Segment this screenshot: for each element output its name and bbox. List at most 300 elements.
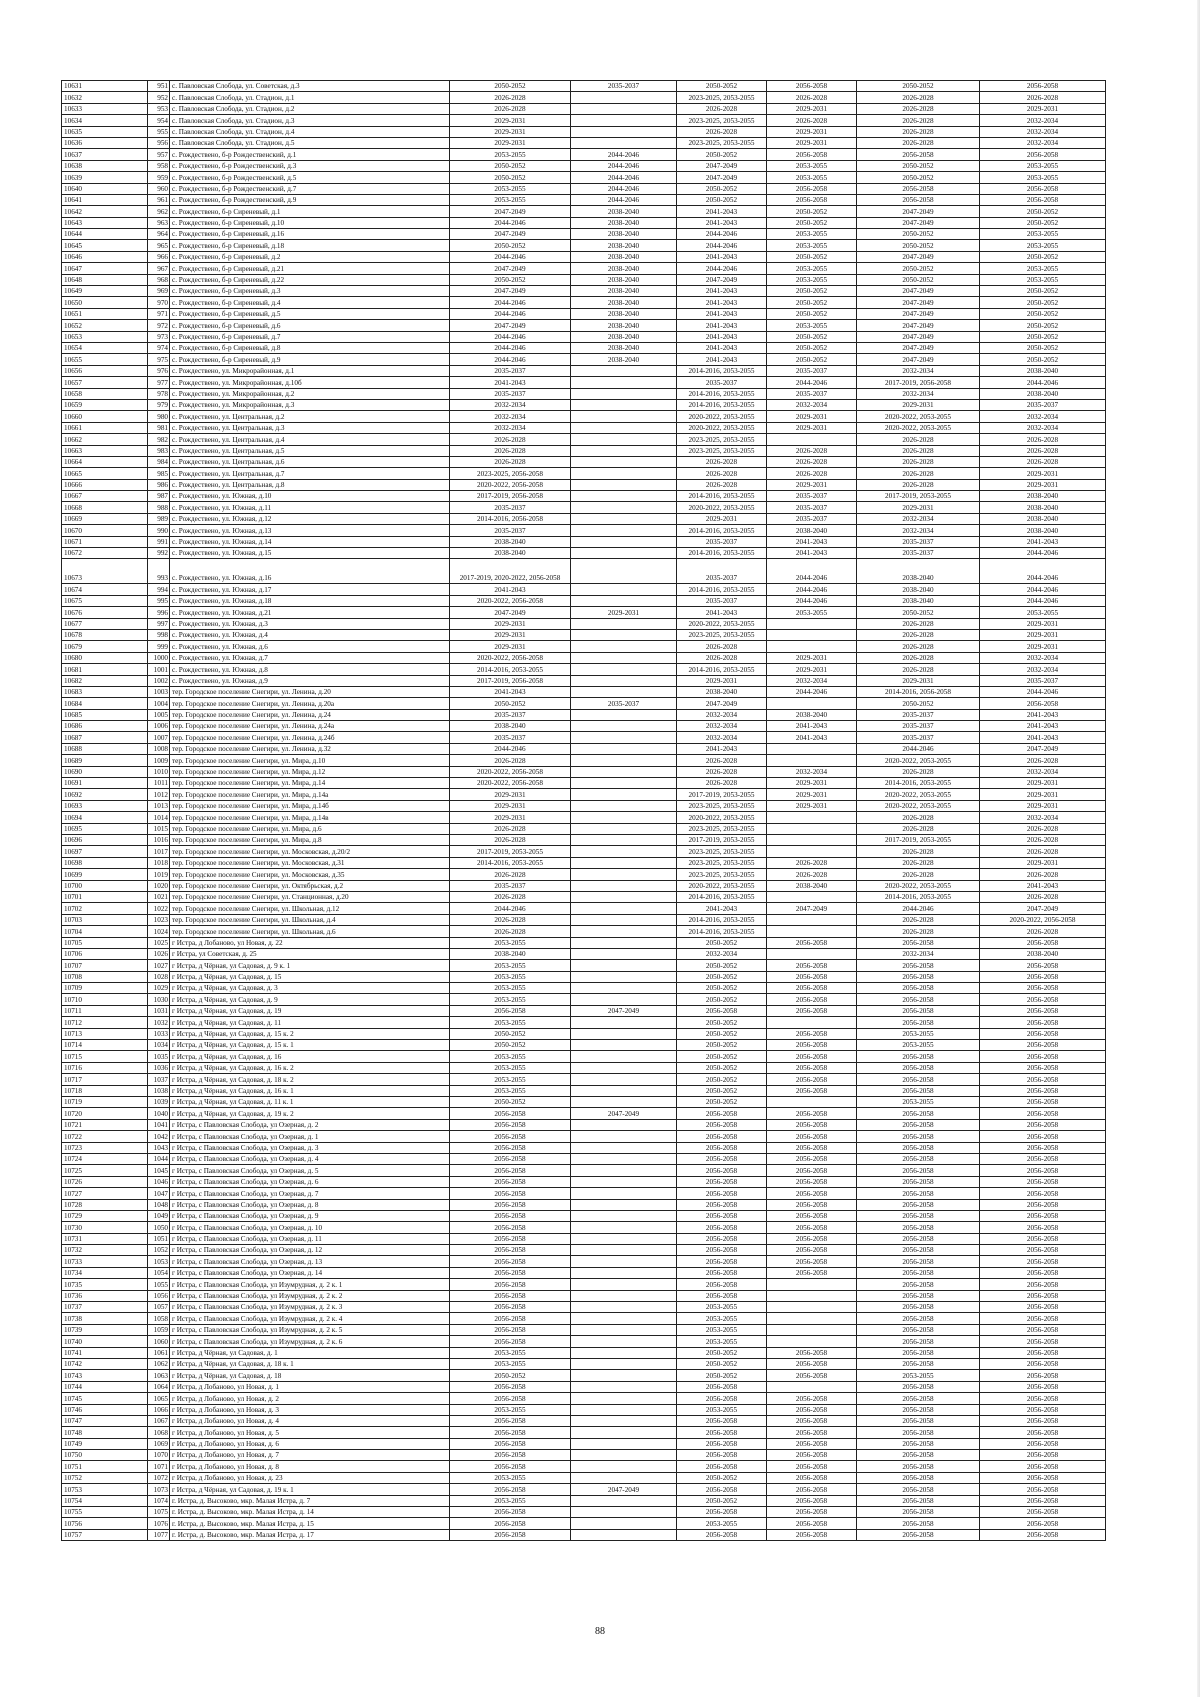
period-cell: 2023-2025, 2053-2055 [677, 434, 767, 445]
period-cell: 2047-2049 [571, 1005, 677, 1016]
period-cell: 2056-2058 [450, 1267, 571, 1278]
registry-number-cell: 10754 [62, 1495, 148, 1506]
row-index-cell: 1032 [148, 1017, 170, 1028]
table-row [62, 1085, 1106, 1096]
period-cell: 2041-2043 [767, 721, 857, 732]
period-cell: 2053-2055 [980, 240, 1106, 251]
period-cell: 2026-2028 [857, 869, 980, 880]
period-cell: 2032-2034 [450, 399, 571, 410]
registry-number-cell: 10645 [62, 240, 148, 251]
table-row [62, 1324, 1106, 1335]
registry-number-cell: 10667 [62, 491, 148, 502]
registry-number-cell: 10652 [62, 320, 148, 331]
table-row [62, 812, 1106, 823]
row-index-cell: 1074 [148, 1495, 170, 1506]
period-cell: 2056-2058 [857, 1427, 980, 1438]
period-cell: 2056-2058 [980, 960, 1106, 971]
registry-number-cell: 10654 [62, 342, 148, 353]
period-cell: 2038-2040 [450, 548, 571, 559]
period-cell: 2035-2037 [767, 491, 857, 502]
period-cell: 2026-2028 [980, 869, 1106, 880]
table-row [62, 456, 1106, 467]
period-cell: 2056-2058 [980, 1096, 1106, 1107]
table-row [62, 629, 1106, 640]
period-cell: 2026-2028 [677, 103, 767, 114]
period-cell: 2056-2058 [980, 971, 1106, 982]
period-cell: 2056-2058 [980, 1427, 1106, 1438]
row-index-cell: 1014 [148, 812, 170, 823]
period-cell: 2056-2058 [980, 1233, 1106, 1244]
period-cell [571, 377, 677, 388]
address-cell: г Истра, д Лобаново, ул Новая, д. 1 [170, 1381, 450, 1392]
period-cell: 2056-2058 [450, 1153, 571, 1164]
period-cell: 2047-2049 [857, 297, 980, 308]
period-cell: 2041-2043 [450, 686, 571, 697]
period-cell: 2026-2028 [857, 468, 980, 479]
period-cell: 2017-2019, 2053-2055 [677, 835, 767, 846]
table-row [62, 536, 1106, 547]
period-cell [571, 411, 677, 422]
table-row [62, 194, 1106, 205]
period-cell: 2056-2058 [857, 1119, 980, 1130]
row-index-cell: 1019 [148, 869, 170, 880]
period-cell: 2056-2058 [980, 937, 1106, 948]
registry-number-cell: 10678 [62, 629, 148, 640]
period-cell: 2056-2058 [767, 1153, 857, 1164]
table-row [62, 1233, 1106, 1244]
period-cell: 2029-2031 [767, 800, 857, 811]
address-cell: тер. Городское поселение Снегири, ул. Московская, д.35 [170, 869, 450, 880]
period-cell: 2047-2049 [450, 229, 571, 240]
period-cell: 2038-2040 [571, 342, 677, 353]
address-cell: г Истра, с Павловская Слобода, ул Озерная, д. 10 [170, 1222, 450, 1233]
period-cell: 2047-2049 [857, 286, 980, 297]
period-cell: 2053-2055 [450, 1358, 571, 1369]
address-cell: с. Рождествено, б-р Сиреневый, д.22 [170, 274, 450, 285]
period-cell: 2017-2019, 2056-2058 [450, 491, 571, 502]
table-row [62, 971, 1106, 982]
registry-number-cell: 10724 [62, 1153, 148, 1164]
period-cell: 2056-2058 [450, 1279, 571, 1290]
period-cell [571, 1040, 677, 1051]
period-cell: 2017-2019, 2053-2055 [450, 846, 571, 857]
period-cell [571, 1529, 677, 1540]
period-cell: 2032-2034 [980, 126, 1106, 137]
row-index-cell: 1013 [148, 800, 170, 811]
address-cell: г Истра, с Павловская Слобода, ул Озерная, д. 9 [170, 1210, 450, 1221]
period-cell: 2050-2052 [980, 217, 1106, 228]
address-cell: с. Рождествено, б-р Сиреневый, д.1 [170, 206, 450, 217]
registry-number-cell: 10733 [62, 1256, 148, 1267]
period-cell: 2056-2058 [980, 1381, 1106, 1392]
registry-number-cell: 10648 [62, 274, 148, 285]
row-index-cell: 1003 [148, 686, 170, 697]
registry-number-cell: 10632 [62, 92, 148, 103]
address-cell: г Истра, д Чёрная, ул Садовая, д. 15 [170, 971, 450, 982]
address-cell: г Истра, д Чёрная, ул Садовая, д. 15 к. 1 [170, 1040, 450, 1051]
period-cell: 2056-2058 [677, 1256, 767, 1267]
period-cell [767, 1096, 857, 1107]
period-cell: 2029-2031 [767, 411, 857, 422]
period-cell: 2056-2058 [767, 1358, 857, 1369]
period-cell: 2056-2058 [980, 1062, 1106, 1073]
table-row [62, 857, 1106, 868]
period-cell: 2056-2058 [677, 1210, 767, 1221]
period-cell: 2047-2049 [767, 903, 857, 914]
row-index-cell: 1042 [148, 1131, 170, 1142]
period-cell: 2044-2046 [767, 584, 857, 595]
period-cell: 2044-2046 [677, 229, 767, 240]
address-cell: с. Рождествено, ул. Южная, д.3 [170, 618, 450, 629]
period-cell: 2053-2055 [980, 263, 1106, 274]
period-cell: 2050-2052 [857, 240, 980, 251]
period-cell: 2056-2058 [677, 1176, 767, 1187]
period-cell: 2035-2037 [857, 732, 980, 743]
period-cell: 2032-2034 [857, 513, 980, 524]
period-cell: 2050-2052 [767, 354, 857, 365]
table-row [62, 1495, 1106, 1506]
period-cell: 2047-2049 [677, 274, 767, 285]
period-cell: 2038-2040 [571, 263, 677, 274]
period-cell: 2056-2058 [857, 971, 980, 982]
row-index-cell: 955 [148, 126, 170, 137]
period-cell [571, 1313, 677, 1324]
period-cell: 2029-2031 [980, 800, 1106, 811]
row-index-cell: 984 [148, 456, 170, 467]
address-cell: с. Рождествено, ул. Южная, д.21 [170, 607, 450, 618]
registry-number-cell: 10706 [62, 948, 148, 959]
row-index-cell: 1000 [148, 652, 170, 663]
table-row [62, 903, 1106, 914]
period-cell: 2056-2058 [857, 1336, 980, 1347]
registry-number-cell: 10640 [62, 183, 148, 194]
table-row [62, 377, 1106, 388]
table-row [62, 686, 1106, 697]
period-cell: 2035-2037 [767, 502, 857, 513]
period-cell: 2029-2031 [767, 778, 857, 789]
period-cell: 2056-2058 [677, 1165, 767, 1176]
address-cell: г Истра, д Чёрная, ул Садовая, д. 16 [170, 1051, 450, 1062]
period-cell: 2050-2052 [857, 274, 980, 285]
period-cell: 2056-2058 [677, 1188, 767, 1199]
period-cell [571, 812, 677, 823]
table-row [62, 1347, 1106, 1358]
period-cell: 2014-2016, 2053-2055 [677, 891, 767, 902]
table-row [62, 1484, 1106, 1495]
table-row [62, 286, 1106, 297]
period-cell: 2041-2043 [677, 308, 767, 319]
row-index-cell: 1054 [148, 1267, 170, 1278]
period-cell: 2014-2016, 2053-2055 [677, 914, 767, 925]
period-cell: 2032-2034 [677, 948, 767, 959]
period-cell [571, 686, 677, 697]
row-index-cell: 1037 [148, 1074, 170, 1085]
registry-number-cell: 10668 [62, 502, 148, 513]
period-cell: 2056-2058 [980, 1085, 1106, 1096]
row-index-cell: 1065 [148, 1393, 170, 1404]
period-cell: 2050-2052 [767, 217, 857, 228]
period-cell [571, 1074, 677, 1085]
period-cell: 2032-2034 [980, 812, 1106, 823]
period-cell: 2026-2028 [450, 92, 571, 103]
period-cell: 2038-2040 [980, 948, 1106, 959]
registry-number-cell: 10722 [62, 1131, 148, 1142]
period-cell: 2050-2052 [450, 1096, 571, 1107]
period-cell: 2026-2028 [980, 926, 1106, 937]
registry-number-cell: 10748 [62, 1427, 148, 1438]
address-cell: тер. Городское поселение Снегири, ул. Школьная, д.4 [170, 914, 450, 925]
period-cell: 2014-2016, 2053-2055 [677, 926, 767, 937]
period-cell: 2029-2031 [677, 513, 767, 524]
address-cell: тер. Городское поселение Снегири, ул. Мира, д.14б [170, 800, 450, 811]
registry-number-cell: 10636 [62, 137, 148, 148]
registry-number-cell: 10684 [62, 698, 148, 709]
period-cell: 2050-2052 [857, 160, 980, 171]
row-index-cell: 971 [148, 308, 170, 319]
period-cell: 2050-2052 [980, 354, 1106, 365]
period-cell: 2026-2028 [677, 479, 767, 490]
period-cell: 2038-2040 [571, 297, 677, 308]
period-cell: 2056-2058 [980, 1324, 1106, 1335]
period-cell: 2056-2058 [857, 149, 980, 160]
row-index-cell: 1007 [148, 732, 170, 743]
address-cell: с. Рождествено, ул. Микрорайонная, д.3 [170, 399, 450, 410]
row-index-cell: 957 [148, 149, 170, 160]
period-cell: 2050-2052 [677, 1062, 767, 1073]
period-cell: 2044-2046 [450, 903, 571, 914]
registry-number-cell: 10689 [62, 755, 148, 766]
period-cell: 2050-2052 [857, 698, 980, 709]
period-cell: 2038-2040 [571, 308, 677, 319]
period-cell: 2038-2040 [980, 388, 1106, 399]
table-row [62, 1415, 1106, 1426]
table-row [62, 1256, 1106, 1267]
period-cell: 2056-2058 [677, 1119, 767, 1130]
period-cell: 2050-2052 [677, 971, 767, 982]
address-cell: тер. Городское поселение Снегири, ул. Ленина, д.20 [170, 686, 450, 697]
period-cell: 2056-2058 [857, 1472, 980, 1483]
period-cell [571, 491, 677, 502]
row-index-cell: 1035 [148, 1051, 170, 1062]
registry-number-cell: 10685 [62, 709, 148, 720]
table-row [62, 502, 1106, 513]
period-cell: 2050-2052 [677, 149, 767, 160]
table-row [62, 1210, 1106, 1221]
row-index-cell: 1020 [148, 880, 170, 891]
address-cell: с. Павловская Слобода, ул. Стадион, д.2 [170, 103, 450, 114]
address-cell: с. Рождествено, б-р Сиреневый, д.18 [170, 240, 450, 251]
period-cell: 2026-2028 [857, 812, 980, 823]
period-cell: 2053-2055 [450, 1085, 571, 1096]
period-cell: 2047-2049 [857, 308, 980, 319]
table-row [62, 1279, 1106, 1290]
table-row [62, 994, 1106, 1005]
period-cell [767, 743, 857, 754]
table-row [62, 1165, 1106, 1176]
period-cell [571, 468, 677, 479]
period-cell: 2056-2058 [857, 1085, 980, 1096]
period-cell: 2056-2058 [980, 81, 1106, 92]
address-cell: г Истра, с Павловская Слобода, ул Озерная, д. 7 [170, 1188, 450, 1199]
period-cell: 2026-2028 [677, 778, 767, 789]
address-cell: г Истра, с Павловская Слобода, ул Изумрудная, д. 2 к. 5 [170, 1324, 450, 1335]
period-cell [571, 914, 677, 925]
registry-number-cell: 10633 [62, 103, 148, 114]
address-cell: г Истра, с Павловская Слобода, ул Озерная, д. 5 [170, 1165, 450, 1176]
period-cell: 2056-2058 [857, 1279, 980, 1290]
table-row [62, 1051, 1106, 1062]
period-cell: 2020-2022, 2053-2055 [677, 880, 767, 891]
period-cell: 2035-2037 [677, 377, 767, 388]
period-cell: 2056-2058 [767, 1119, 857, 1130]
period-cell: 2050-2052 [767, 297, 857, 308]
period-cell: 2053-2055 [450, 983, 571, 994]
period-cell: 2050-2052 [677, 1096, 767, 1107]
period-cell: 2056-2058 [980, 1153, 1106, 1164]
period-cell [571, 1415, 677, 1426]
period-cell: 2056-2058 [767, 1245, 857, 1256]
period-cell: 2053-2055 [677, 1336, 767, 1347]
registry-number-cell: 10745 [62, 1393, 148, 1404]
period-cell: 2050-2052 [677, 1017, 767, 1028]
registry-number-cell: 10743 [62, 1370, 148, 1381]
row-index-cell: 1022 [148, 903, 170, 914]
period-cell: 2038-2040 [767, 525, 857, 536]
period-cell: 2038-2040 [571, 251, 677, 262]
row-index-cell: 1053 [148, 1256, 170, 1267]
period-cell: 2056-2058 [677, 1005, 767, 1016]
period-cell: 2023-2025, 2053-2055 [677, 800, 767, 811]
registry-number-cell: 10752 [62, 1472, 148, 1483]
period-cell [571, 721, 677, 732]
table-row [62, 1404, 1106, 1415]
period-cell: 2056-2058 [450, 1005, 571, 1016]
period-cell: 2050-2052 [677, 183, 767, 194]
period-cell: 2053-2055 [980, 229, 1106, 240]
address-cell: с. Рождествено, ул. Южная, д.17 [170, 584, 450, 595]
period-cell: 2056-2058 [450, 1518, 571, 1529]
period-cell: 2053-2055 [767, 274, 857, 285]
period-cell: 2041-2043 [677, 354, 767, 365]
registry-number-cell: 10673 [62, 559, 148, 584]
period-cell: 2041-2043 [677, 251, 767, 262]
period-cell: 2041-2043 [767, 548, 857, 559]
row-index-cell: 1052 [148, 1245, 170, 1256]
period-cell: 2056-2058 [857, 1495, 980, 1506]
period-cell: 2035-2037 [857, 709, 980, 720]
period-cell: 2056-2058 [980, 1358, 1106, 1369]
table-row [62, 732, 1106, 743]
period-cell: 2038-2040 [857, 584, 980, 595]
period-cell: 2050-2052 [767, 308, 857, 319]
period-cell: 2056-2058 [857, 1131, 980, 1142]
period-cell: 2050-2052 [767, 342, 857, 353]
table-row [62, 618, 1106, 629]
table-row [62, 1290, 1106, 1301]
period-cell: 2029-2031 [857, 502, 980, 513]
registry-number-cell: 10721 [62, 1119, 148, 1130]
period-cell: 2014-2016, 2053-2055 [677, 388, 767, 399]
period-cell: 2056-2058 [980, 1370, 1106, 1381]
period-cell: 2056-2058 [677, 1484, 767, 1495]
period-cell: 2050-2052 [980, 297, 1106, 308]
address-cell: с. Рождествено, б-р Рождественский, д.3 [170, 160, 450, 171]
period-cell [571, 1153, 677, 1164]
row-index-cell: 985 [148, 468, 170, 479]
row-index-cell: 1064 [148, 1381, 170, 1392]
registry-number-cell: 10662 [62, 434, 148, 445]
table-row [62, 126, 1106, 137]
period-cell [571, 502, 677, 513]
period-cell: 2056-2058 [677, 1131, 767, 1142]
period-cell: 2032-2034 [767, 399, 857, 410]
period-cell: 2026-2028 [857, 766, 980, 777]
table-row [62, 365, 1106, 376]
address-cell: г Истра, с Павловская Слобода, ул Изумрудная, д. 2 к. 6 [170, 1336, 450, 1347]
row-index-cell: 1027 [148, 960, 170, 971]
period-cell: 2056-2058 [980, 1393, 1106, 1404]
period-cell: 2044-2046 [980, 595, 1106, 606]
row-index-cell: 995 [148, 595, 170, 606]
period-cell: 2026-2028 [450, 891, 571, 902]
period-cell [571, 800, 677, 811]
period-cell: 2017-2019, 2053-2055 [857, 491, 980, 502]
table-row [62, 1188, 1106, 1199]
period-cell: 2056-2058 [857, 1017, 980, 1028]
period-cell: 2029-2031 [767, 422, 857, 433]
period-cell [571, 1176, 677, 1187]
period-cell [571, 675, 677, 686]
period-cell: 2056-2058 [857, 1165, 980, 1176]
address-cell: г Истра, с Павловская Слобода, ул Изумрудная, д. 2 к. 1 [170, 1279, 450, 1290]
period-cell: 2056-2058 [767, 1005, 857, 1016]
period-cell: 2053-2055 [677, 1518, 767, 1529]
table-row [62, 1427, 1106, 1438]
row-index-cell: 1034 [148, 1040, 170, 1051]
row-index-cell: 1057 [148, 1302, 170, 1313]
address-cell: с. Рождествено, б-р Сиреневый, д.21 [170, 263, 450, 274]
period-cell: 2014-2016, 2053-2055 [677, 399, 767, 410]
period-cell: 2029-2031 [980, 468, 1106, 479]
period-cell: 2056-2058 [980, 1495, 1106, 1506]
period-cell: 2038-2040 [677, 686, 767, 697]
period-cell [767, 641, 857, 652]
period-cell: 2026-2028 [857, 846, 980, 857]
period-cell: 2047-2049 [857, 217, 980, 228]
period-cell: 2041-2043 [677, 342, 767, 353]
row-index-cell: 990 [148, 525, 170, 536]
table-row [62, 172, 1106, 183]
row-index-cell: 998 [148, 629, 170, 640]
period-cell: 2026-2028 [857, 629, 980, 640]
period-cell: 2026-2028 [767, 445, 857, 456]
period-cell [571, 743, 677, 754]
period-cell: 2056-2058 [857, 1290, 980, 1301]
period-cell: 2050-2052 [677, 1370, 767, 1381]
period-cell [571, 1507, 677, 1518]
row-index-cell: 1068 [148, 1427, 170, 1438]
table-row [62, 354, 1106, 365]
period-cell: 2056-2058 [767, 1495, 857, 1506]
period-cell: 2047-2049 [857, 354, 980, 365]
registry-number-cell: 10701 [62, 891, 148, 902]
registry-number-cell: 10665 [62, 468, 148, 479]
period-cell: 2026-2028 [857, 618, 980, 629]
period-cell [767, 629, 857, 640]
period-cell: 2017-2019, 2056-2058 [450, 675, 571, 686]
table-row [62, 1302, 1106, 1313]
row-index-cell: 951 [148, 81, 170, 92]
